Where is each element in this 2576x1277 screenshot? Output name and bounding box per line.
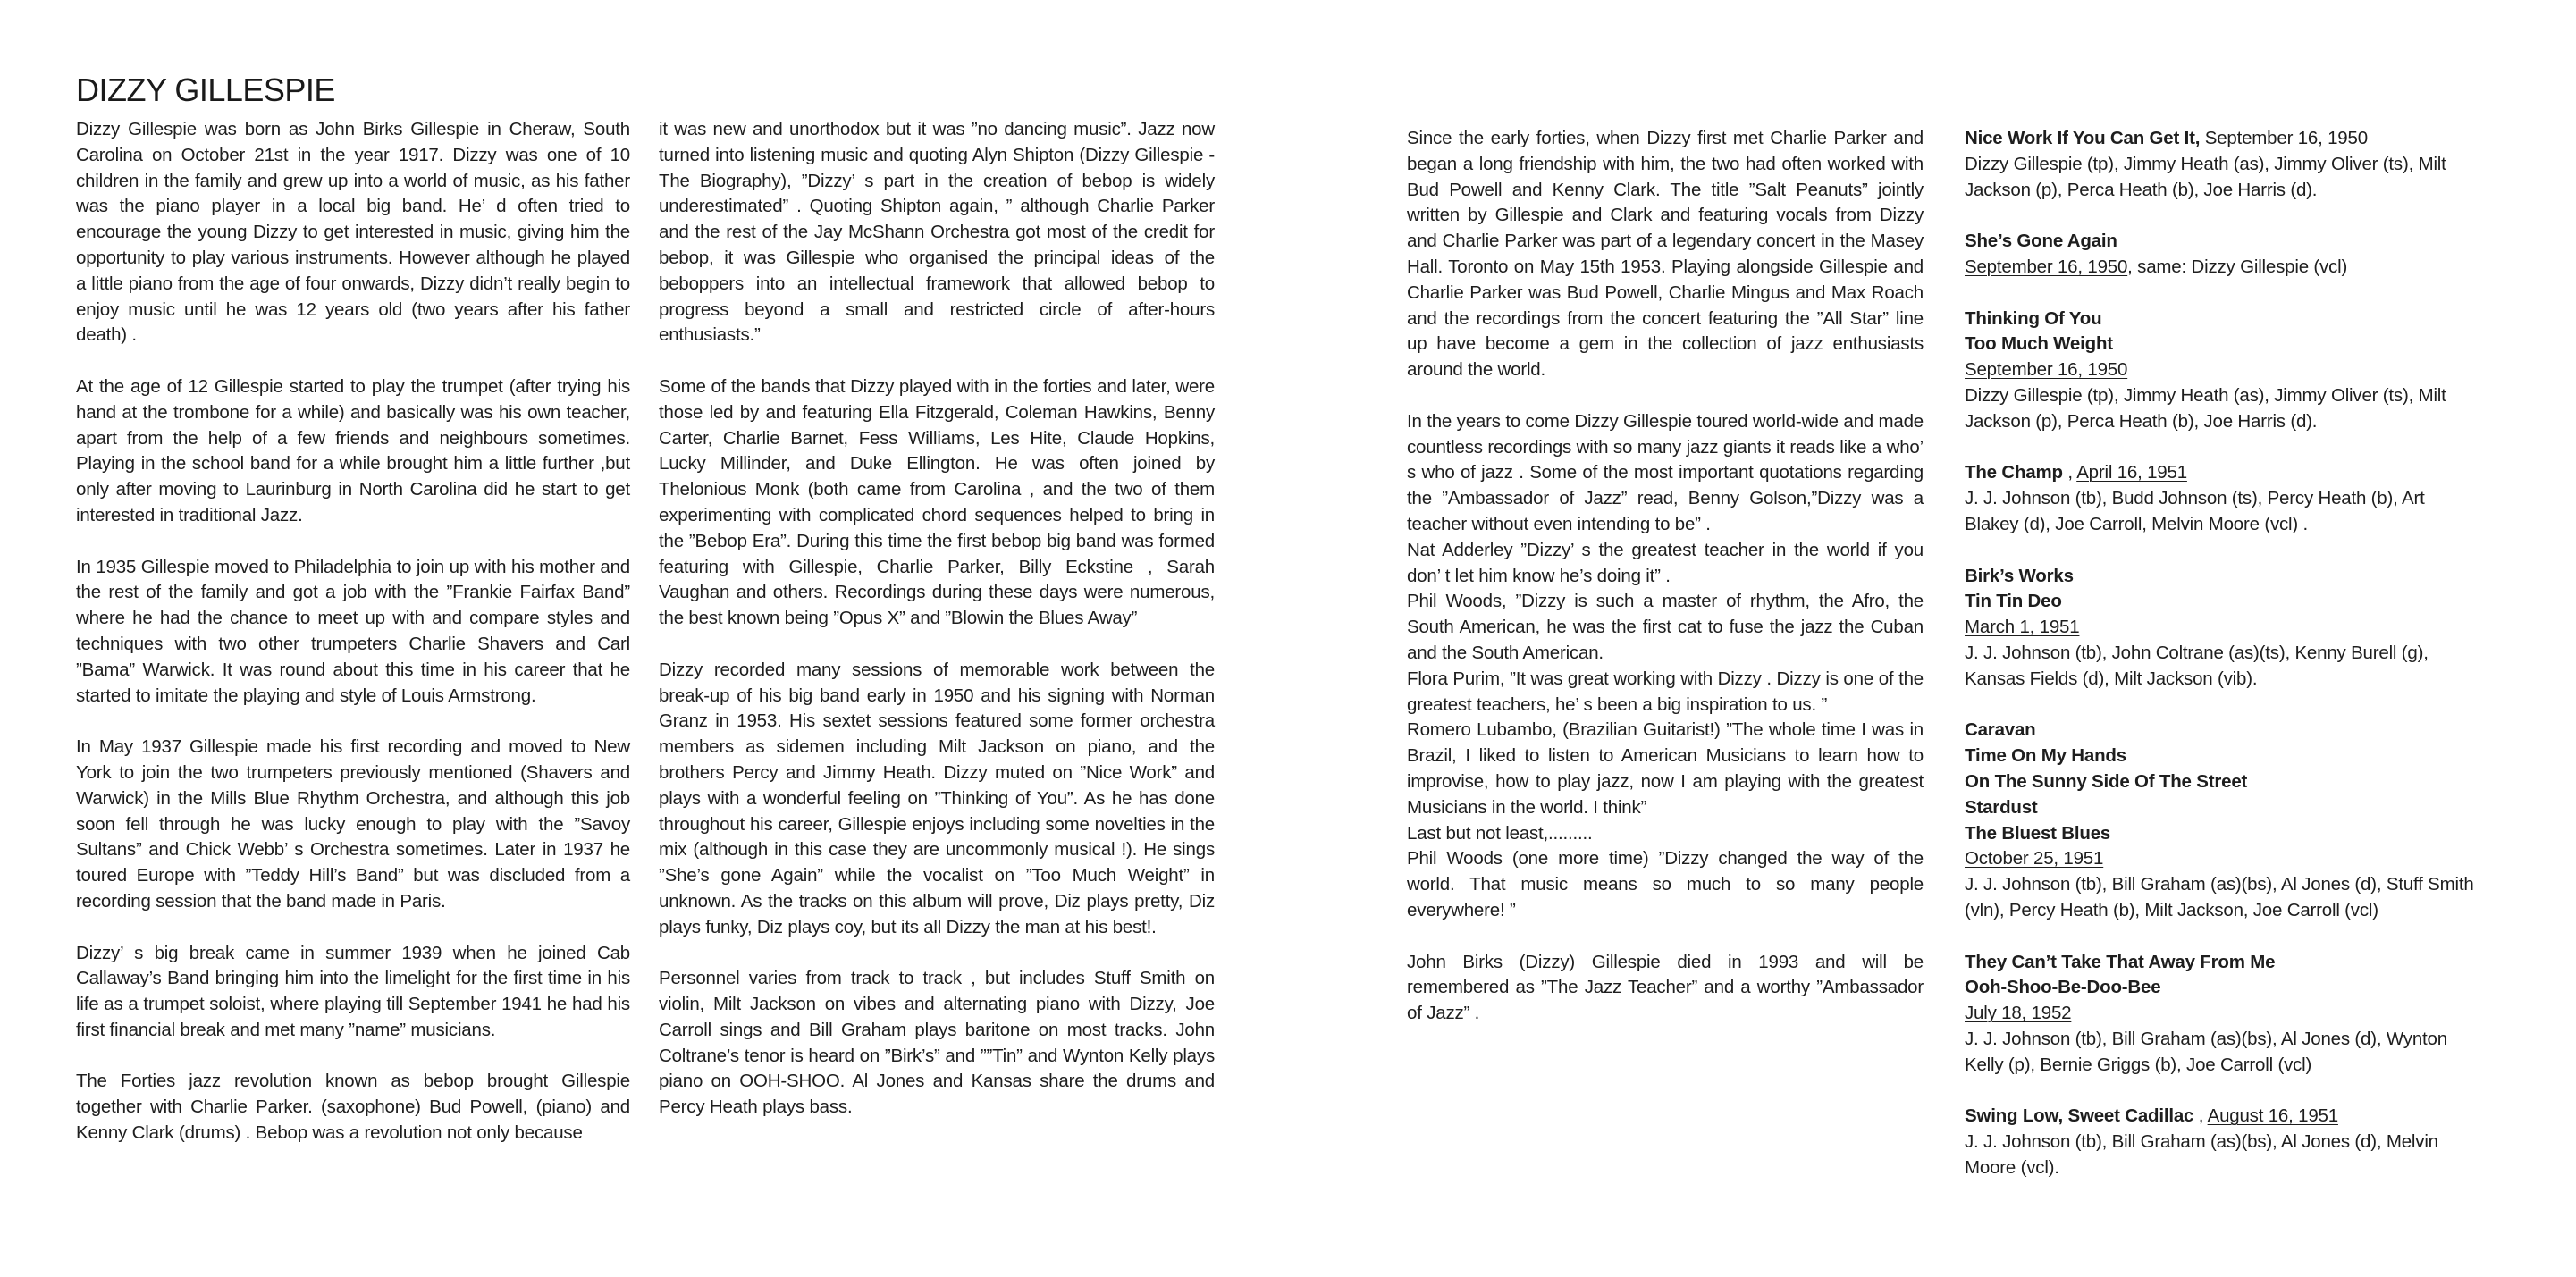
track-title: They Can’t Take That Away From Me <box>1965 951 2276 972</box>
track-title: Too Much Weight <box>1965 333 2113 355</box>
personnel: J. J. Johnson (tb), John Coltrane (as)(ts), Kenny Burell (g), Kansas Fields (d), Milt Jackson (vib). <box>1965 642 2429 689</box>
track-title: Tin Tin Deo <box>1965 591 2062 612</box>
personnel: J. J. Johnson (tb), Bill Graham (as)(bs), Al Jones (d), Stuff Smith (vln), Percy Heath (b), Milt Jackson, Joe Carroll (vcl) <box>1965 874 2474 920</box>
discography-entry <box>1965 126 2483 203</box>
track-title: Birk’s Works <box>1965 565 2074 586</box>
track-title-line <box>1965 589 2483 615</box>
track-title: On The Sunny Side Of The Street <box>1965 770 2248 792</box>
paragraph: Last but not least,......... <box>1407 822 1593 844</box>
separator: , <box>2193 1105 2208 1127</box>
discography-entry <box>1965 460 2483 537</box>
text-section <box>1407 126 1924 383</box>
date-line <box>1965 255 2483 281</box>
track-title-line <box>1965 975 2483 1001</box>
recording-date: April 16, 1951 <box>2076 462 2187 483</box>
text-section <box>76 555 630 710</box>
track-title-line <box>1965 795 2483 821</box>
track-title-line <box>1965 1104 2483 1130</box>
paragraph: Nat Adderley ”Dizzy’ s the greatest teacher in the world if you don’ t let him know he’s doing it” . <box>1407 539 1924 586</box>
personnel: J. J. Johnson (tb), Budd Johnson (ts), Percy Heath (b), Art Blakey (d), Joe Carroll, Melvin Moore (vcl) . <box>1965 488 2425 534</box>
text-section <box>659 658 1215 941</box>
date-line <box>1965 615 2483 641</box>
paragraph: Since the early forties, when Dizzy first met Charlie Parker and began a long friendship with him, the two had often worked with Bud Powell and Kenny Clark. The title ”Salt Peanuts” jointly written by Gillespie and Clark and featuring vocals from Dizzy and Charlie Parker was part of a legendary concert in the Masey Hall. Toronto on May 15th 1953. Playing alongside Gillespie and Charlie Parker was Bud Powell, Charlie Mingus and Max Roach and the recordings from the concert featuring the ”All Star” line up have become a gem in the collection of jazz enthusiasts around the world. <box>1407 128 1924 381</box>
track-title: Ooh-Shoo-Be-Doo-Bee <box>1965 977 2161 998</box>
track-title: Stardust <box>1965 796 2038 818</box>
personnel: Dizzy Gillespie (tp), Jimmy Heath (as), Jimmy Oliver (ts), Milt Jackson (p), Perca Heath (b), Joe Harris (d). <box>1965 384 2446 432</box>
biography-column-2 <box>659 117 1215 1147</box>
biography-column-3 <box>1407 126 1924 1053</box>
track-title: Swing Low, Sweet Cadillac <box>1965 1105 2194 1127</box>
recording-date: July 18, 1952 <box>1965 1003 2072 1024</box>
paragraph: In 1935 Gillespie moved to Philadelphia to join up with his mother and the rest of the family and got a job with the ”Frankie Fairfax Band” where he had the chance to meet up with and compare styles and techniques with two other trumpeters Charlie Shavers and Carl ”Bama” Warwick. It was round about this time in his career that he started to imitate the playing and style of Louis Armstrong. <box>76 556 630 706</box>
track-title-line <box>1965 229 2483 255</box>
paragraph: In the years to come Dizzy Gillespie toured world-wide and made countless recordings with so many jazz giants it reads like a who’ s who of jazz . Some of the most important quotations regarding the ”Ambassador of Jazz” read, Benny Golson,”Dizzy was a teacher without even intending to be” . <box>1407 410 1924 534</box>
text-section <box>1407 409 1924 924</box>
track-title: The Bluest Blues <box>1965 822 2111 844</box>
date-suffix: , same: Dizzy Gillespie (vcl) <box>2127 256 2348 277</box>
text-section <box>1407 950 1924 1027</box>
track-title-line <box>1965 769 2483 795</box>
track-title: Time On My Hands <box>1965 745 2126 767</box>
discography-entry <box>1965 718 2483 923</box>
paragraph: The Forties jazz revolution known as bebop brought Gillespie together with Charlie Parker. (saxophone) Bud Powell, (piano) and Kenny Clark (drums) . Bebop was a revolution not only because <box>76 1071 630 1144</box>
paragraph: John Birks (Dizzy) Gillespie died in 1993 and will be remembered as ”The Jazz Teacher” and a worthy ”Ambassador of Jazz” . <box>1407 951 1924 1024</box>
track-title-line <box>1965 332 2483 357</box>
text-section <box>76 374 630 529</box>
track-title: Thinking Of You <box>1965 307 2102 329</box>
recording-date: September 16, 1950 <box>1965 359 2128 381</box>
track-title-line <box>1965 564 2483 590</box>
track-title-line <box>1965 950 2483 976</box>
text-section <box>76 941 630 1044</box>
text-section <box>76 1069 630 1146</box>
text-section <box>76 735 630 915</box>
paragraph: it was new and unorthodox but it was ”no dancing music”. Jazz now turned into listening music and quoting Alyn Shipton (Dizzy Gillespie - The Biography), ”Dizzy’ s part in the creation of bebop is widely underestimated” . Quoting Shipton again, ” although Charlie Parker and the rest of the Jay McShann Orchestra got most of the credit for bebop, it was Gillespie who organised the principal ideas of the beboppers into an intellectual framework that allowed bebop to progress beyond a small and restricted circle of after-hours enthusiasts.” <box>659 119 1215 346</box>
paragraph: Dizzy’ s big break came in summer 1939 when he joined Cab Callaway’s Band bringing him into the limelight for the first time in his life as a trumpet soloist, where playing till September 1941 he had his first financial break and met many ”name” musicians. <box>76 942 630 1040</box>
track-title: She’s Gone Again <box>1965 231 2117 252</box>
personnel: J. J. Johnson (tb), Bill Graham (as)(bs), Al Jones (d), Wynton Kelly (p), Bernie Griggs (b), Joe Carroll (vcl) <box>1965 1028 2447 1075</box>
paragraph: In May 1937 Gillespie made his first recording and moved to New York to join the two trumpeters previously mentioned (Shavers and Warwick) in the Mills Blue Rhythm Orchestra, and although this job soon fell through he was lucky enough to play with the ”Savoy Sultans” and Chick Webb’ s Orchestra sometimes. Later in 1937 he toured Europe with ”Teddy Hill’s Band” but was discluded from a recording session that the band made in Paris. <box>76 736 630 912</box>
track-title-line <box>1965 126 2483 152</box>
personnel: J. J. Johnson (tb), Bill Graham (as)(bs), Al Jones (d), Melvin Moore (vcl). <box>1965 1131 2438 1178</box>
paragraph: Some of the bands that Dizzy played with in the forties and later, were those led by and featuring Ella Fitzgerald, Coleman Hawkins, Benny Carter, Charlie Barnet, Fess Williams, Les Hite, Claude Hopkins, Lucky Millinder, and Duke Ellington. He was often joined by Thelonious Monk (both came from Carolina , and the two of them experimenting with complicated chord sequences helped to bring in the ”Bebop Era”. During this time the first bebop big band was formed featuring with Gillespie, Charlie Parker, Billy Eckstine , Sarah Vaughan and others. Recordings during these days were numerous, the best known being ”Opus X” and ”Blowin the Blues Away” <box>659 375 1215 629</box>
paragraph: Phil Woods (one more time) ”Dizzy changed the way of the world. That music means so much to so many people everywhere! ” <box>1407 848 1924 920</box>
text-section <box>659 966 1215 1121</box>
paragraph: Phil Woods, ”Dizzy is such a master of rhythm, the Afro, the South American, he was the first cat to fuse the jazz the Cuban and the South American. <box>1407 591 1924 663</box>
recording-date: October 25, 1951 <box>1965 848 2104 870</box>
text-section <box>659 117 1215 349</box>
track-title-line <box>1965 307 2483 332</box>
recording-date: August 16, 1951 <box>2207 1105 2338 1127</box>
paragraph: Flora Purim, ”It was great working with Dizzy . Dizzy is one of the greatest teachers, he’ s been a big inspiration to us. ” <box>1407 668 1924 715</box>
track-title-line <box>1965 744 2483 769</box>
page-title: DIZZY GILLESPIE <box>76 71 335 108</box>
track-title-line <box>1965 718 2483 744</box>
track-title-line <box>1965 821 2483 847</box>
track-title: Caravan <box>1965 719 2036 741</box>
date-line <box>1965 846 2483 872</box>
paragraph: Romero Lubambo, (Brazilian Guitarist!) ”The whole time I was in Brazil, I liked to listen to American Musicians to learn how to improvise, how to play jazz, now I am playing with the greatest Musicians in the world. I think” <box>1407 719 1924 818</box>
separator: , <box>2062 462 2077 483</box>
text-section <box>659 374 1215 632</box>
paragraph: Personnel varies from track to track , but includes Stuff Smith on violin, Milt Jackson on vibes and alternating piano with Dizzy, Joe Carroll sings and Bill Graham plays baritone on most tracks. John Coltrane’s tenor is heard on ”Birk’s” and ””Tin” and Wynton Kelly plays piano on OOH-SHOO. Al Jones and Kansas share the drums and Percy Heath plays bass. <box>659 968 1215 1118</box>
date-line <box>1965 357 2483 383</box>
date-line <box>1965 1001 2483 1027</box>
discography-entry <box>1965 1104 2483 1180</box>
personnel: Dizzy Gillespie (tp), Jimmy Heath (as), Jimmy Oliver (ts), Milt Jackson (p), Perca Heath (b), Joe Harris (d). <box>1965 153 2446 200</box>
recording-date: September 16, 1950 <box>2204 128 2368 148</box>
discography-entry <box>1965 307 2483 435</box>
biography-column-1 <box>76 117 630 1172</box>
track-title-line <box>1965 460 2483 486</box>
text-section <box>76 117 630 349</box>
discography-entry <box>1965 564 2483 693</box>
recording-date: March 1, 1951 <box>1965 617 2080 638</box>
discography-column <box>1965 126 2483 1206</box>
paragraph: At the age of 12 Gillespie started to play the trumpet (after trying his hand at the trombone for a while) and basically was his own teacher, apart from the help of a few friends and neighbours sometimes. Playing in the school band for a while brought him a little further ,but only after moving to Laurinburg in North Carolina did he start to get interested in traditional Jazz. <box>76 375 630 525</box>
paragraph: Dizzy Gillespie was born as John Birks Gillespie in Cheraw, South Carolina on October 21st in the year 1917. Dizzy was one of 10 children in the family and grew up into a world of music, as his father was the piano player in a local big band. He’ d often tried to encourage the young Dizzy to get interested in music, giving him the opportunity to play various instruments. However although he played a little piano from the age of four onwards, Dizzy didn’t really begin to enjoy music until he was 12 years old (two years after his father death) . <box>76 119 630 346</box>
discography-entry <box>1965 229 2483 281</box>
track-title: Nice Work If You Can Get It, <box>1965 128 2201 148</box>
paragraph: Dizzy recorded many sessions of memorable work between the break-up of his big band early in 1950 and his signing with Norman Granz in 1953. His sextet sessions featured some former orchestra members as sidemen including Milt Jackson on piano, and the brothers Percy and Jimmy Heath. Dizzy muted on ”Nice Work” and plays with a wonderful feeling on ”Thinking of You”. As he has done throughout his career, Gillespie enjoys including some novelties in the mix (although in this case they are uncommonly musical !). He sings ”She’s gone Again” while the vocalist on ”Too Much Weight” in unknown. As the tracks on this album will prove, Diz plays pretty, Diz plays funky, Diz plays coy, but its all Dizzy the man at his best!. <box>659 659 1215 937</box>
track-title: The Champ <box>1965 462 2063 483</box>
discography-entry <box>1965 950 2483 1079</box>
recording-date: September 16, 1950 <box>1965 256 2128 277</box>
